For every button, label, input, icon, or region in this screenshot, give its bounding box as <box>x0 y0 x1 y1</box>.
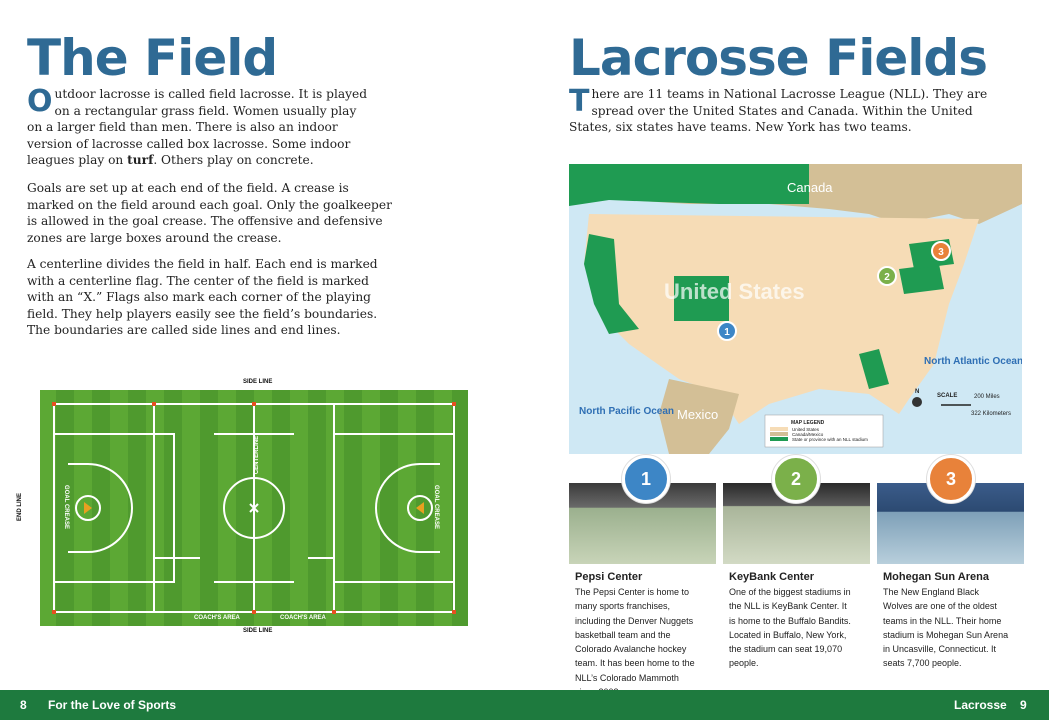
marker-1-label: 1 <box>724 327 730 338</box>
legend-us: United States <box>792 427 820 432</box>
page-title: Lacrosse Fields <box>569 29 987 87</box>
stadium-badge-3: 3 <box>927 455 975 503</box>
glossary-term: turf <box>127 153 154 167</box>
stadium-desc-3: The New England Black Wolves are one of the oldest teams in the NLL. Their home stadium is Mohegan Sun Arena in Uncasville, Connecticut. It seats 7,700 people. <box>883 587 1009 669</box>
stadium-name-3: Mohegan Sun Arena <box>883 571 989 583</box>
pennsylvania <box>899 264 944 294</box>
stadium-card-3 <box>877 483 1024 671</box>
stadium-desc-2: One of the biggest stadiums in the NLL is KeyBank Center. It is home to the Buffalo Bandits. Located in Buffalo, New York, the stadium can seat 19,070 people. <box>729 587 851 669</box>
map-legend-title: MAP LEGEND <box>791 420 825 426</box>
coach-area-label-2: COACH'S AREA <box>280 615 326 621</box>
stadium-name-2: KeyBank Center <box>729 571 814 583</box>
canada-label: Canada <box>787 180 833 195</box>
goals-paragraph: Goals are set up at each end of the field. A crease is marked on the field around each goal. Only the goalkeeper is allowed in the goal crease. The offensive and defensive zones are large boxes around the crease. <box>27 181 392 245</box>
north-pacific-ocean-label: North Pacific Ocean <box>579 406 675 417</box>
legend-nll: State or province with an NLL stadium <box>792 437 868 442</box>
page-number-left: 8 <box>20 698 27 712</box>
centerline-paragraph: A centerline divides the field in half. Each end is marked with a centerline flag. The center of the field is marked with an “X.” Flags also mark each corner of the playing field. They help players easily see the field’s boundaries. The boundaries are called side lines and end lines. <box>27 257 378 337</box>
page-title: The Field <box>27 29 278 87</box>
stadium-card-1 <box>569 483 716 699</box>
side-line-bottom-label: SIDE LINE <box>243 628 273 634</box>
scale-label: SCALE <box>937 393 958 399</box>
lacrosse-field-diagram <box>17 378 510 638</box>
stadium-card-2 <box>723 483 870 671</box>
drop-cap: O <box>27 84 53 119</box>
page-number-right: 9 <box>1020 698 1027 712</box>
chapter-title: Lacrosse <box>954 698 1007 712</box>
centerline-label: CENTERLINE <box>254 435 261 475</box>
mexico-label: Mexico <box>677 407 719 422</box>
left-page <box>0 0 524 690</box>
scale-miles: 200 Miles <box>974 394 1000 400</box>
coach-area-label-1: COACH'S AREA <box>194 615 240 621</box>
nll-map <box>569 164 1022 454</box>
canada-nll-provinces <box>569 164 809 206</box>
goal-crease-right-label: GOAL CREASE <box>432 485 439 529</box>
footer-bar <box>0 690 1049 720</box>
marker-2-label: 2 <box>884 272 890 283</box>
marker-3-label: 3 <box>938 247 944 258</box>
united-states-label: United States <box>664 279 805 304</box>
stadium-badge-2: 2 <box>772 455 820 503</box>
north-arrow-label: N <box>915 389 920 395</box>
map-svg <box>569 164 1022 454</box>
right-page <box>525 0 1049 690</box>
stadium-badge-1: 1 <box>622 455 670 503</box>
scale-km: 322 Kilometers <box>971 411 1012 417</box>
stadium-name-1: Pepsi Center <box>575 571 643 583</box>
end-line-label: END LINE <box>17 492 24 522</box>
goal-crease-left-label: GOAL CREASE <box>62 485 69 529</box>
legend-canada-mexico: Canada/Mexico <box>792 432 824 437</box>
compass-icon <box>912 397 922 407</box>
side-line-top-label: SIDE LINE <box>243 379 273 385</box>
intro-paragraph: Outdoor lacrosse is called field lacrosse. It is played on a rectangular grass field. Women usually play on a larger field than men. There is also an indoor version of lacrosse called box lacrosse. Some indoor leagues play on turf. Others play on concrete. <box>27 84 368 167</box>
drop-cap: T <box>569 84 590 119</box>
intro-paragraph: There are 11 teams in National Lacrosse League (NLL). They are spread over the United States and Canada. Within the United States, six states have teams. New York has two teams. <box>569 84 988 134</box>
north-atlantic-ocean-label: North Atlantic Ocean <box>924 356 1022 367</box>
book-title: For the Love of Sports <box>48 698 177 712</box>
stadium-desc-1: The Pepsi Center is home to many sports franchises, including the Denver Nuggets basketball team and the Colorado Avalanche hockey team. It has been home to the NLL’s Colorado Mammoth <box>575 587 695 683</box>
